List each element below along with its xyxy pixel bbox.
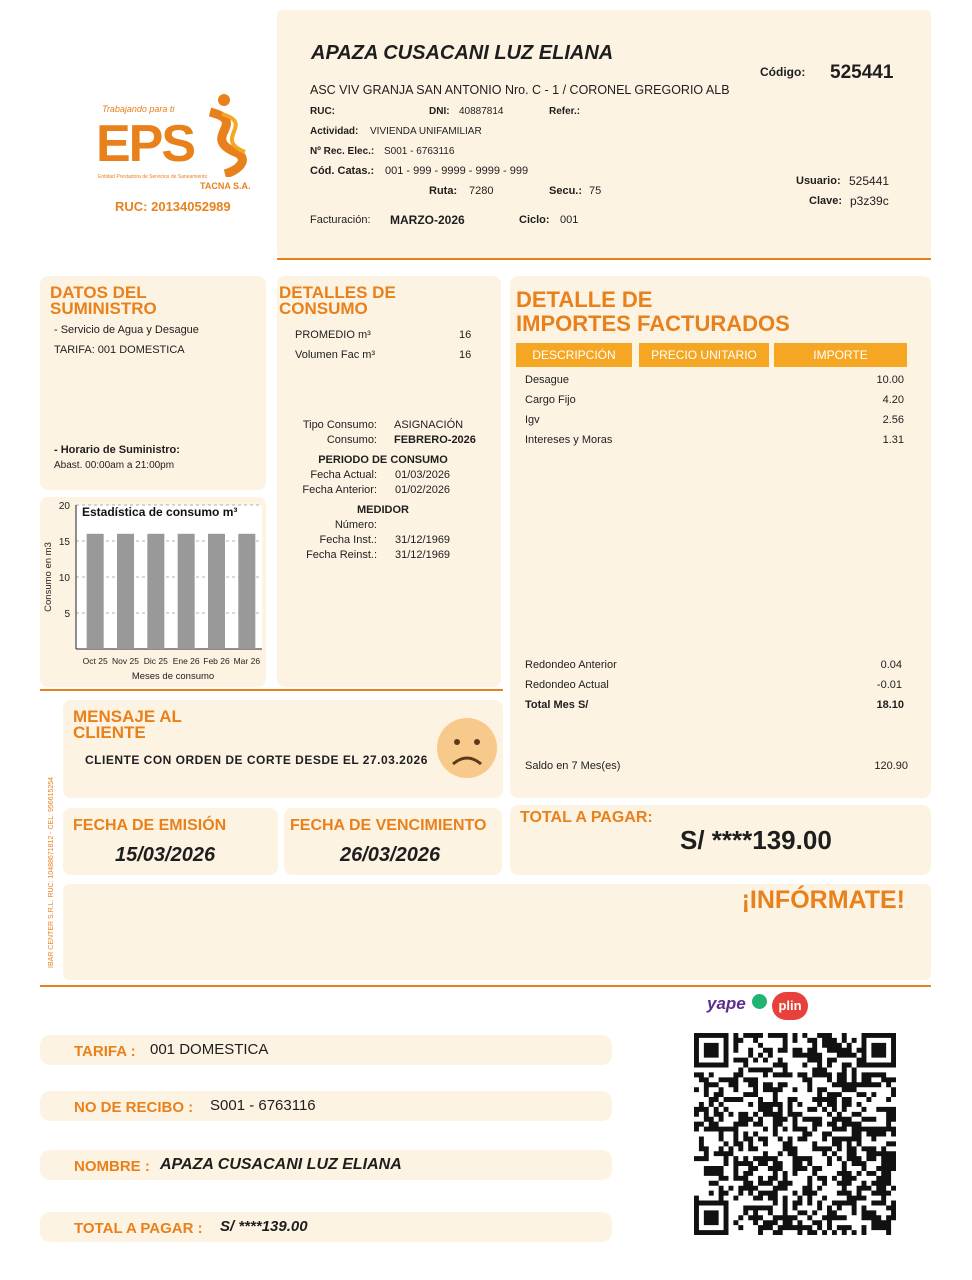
total-mes-value: 18.10 [876,699,904,711]
consumo-value: FEBRERO-2026 [394,434,476,446]
left-divider [40,689,503,691]
customer-name: APAZA CUSACANI LUZ ELIANA [311,42,614,64]
fecha-anterior-value: 01/02/2026 [395,484,451,496]
codigo-label: Código: [760,65,806,79]
chart-card [40,497,266,687]
header-divider [277,258,931,260]
footer-nombre [40,1150,612,1180]
informate-card [63,884,931,980]
chart-bar [87,534,104,649]
numero-label: Número: [334,519,377,531]
chart-x-tick-label: Feb 26 [203,656,230,666]
consumo-title-2: CONSUMO [279,299,368,318]
periodo-title: PERIODO DE CONSUMO [318,454,448,466]
emision-value: 15/03/2026 [115,844,216,866]
facturacion-value: MARZO-2026 [390,213,465,227]
total-mes-label: Total Mes S/ [525,699,589,711]
vencimiento-label: FECHA DE VENCIMIENTO [290,817,487,834]
yape-logo [707,994,767,1014]
sad-face-icon [435,716,499,780]
chart-bar [117,534,134,649]
col-header-descripcion: DESCRIPCIÓN [516,343,632,367]
col-header-importe: IMPORTE [774,343,907,367]
company-logo [90,92,270,217]
chart-y-tick-label: 20 [58,501,70,512]
saldo-label: Saldo en 7 Mes(es) [525,760,621,772]
informate-title: ¡INFÓRMATE! [741,886,905,914]
importe-desc: Desague [525,374,570,386]
chart-y-tick-label: 10 [58,573,70,584]
medidor-title: MEDIDOR [357,504,409,516]
promedio-value: 16 [459,329,472,341]
logo-city: TACNA S.A. [200,181,251,191]
refer-label: Refer.: [549,106,581,117]
ruta-value: 7280 [469,185,494,197]
importe-value: 10.00 [876,374,904,386]
footer-total [40,1212,612,1242]
dni-label: DNI: [429,106,450,117]
mensaje-text: CLIENTE CON ORDEN DE CORTE DESDE EL 27.03.2026 [85,753,428,767]
facturacion-label: Facturación: [310,214,371,226]
ruc-label: RUC: [310,106,335,117]
logo-letters: EPS [96,115,195,173]
chart-x-tick-label: Dic 25 [143,656,168,666]
fecha-inst-value: 31/12/1969 [395,534,451,546]
redondeo-actual-label: Redondeo Actual [525,679,609,691]
side-print-text: IBAR CENTER S.R.L. RUC: 10488671812 - CEL: 956615254 [48,776,55,968]
plin-logo [772,992,808,1020]
tipo-label: Tipo Consumo: [302,419,377,431]
importes-title-1: DETALLE DE [516,287,653,312]
fecha-reinst-label: Fecha Reinst.: [306,549,377,561]
tarifa-text: TARIFA: 001 DOMESTICA [54,344,185,356]
rec-label: Nº Rec. Elec.: [310,146,375,157]
footer-tarifa [40,1035,612,1065]
footer-total-label: TOTAL A PAGAR : [74,1220,203,1237]
mensaje-title-2: CLIENTE [73,723,146,742]
fecha-inst-label: Fecha Inst.: [319,534,377,546]
suministro-title-1: DATOS DEL [50,283,147,302]
chart-bar [147,534,164,649]
header-card [277,10,931,258]
logo-subtitle: Entidad Prestadora de Servicios de Saneamiento [98,174,208,180]
importe-desc: Intereses y Moras [525,434,613,446]
consumption-chart [40,497,266,687]
actividad-value: VIVIENDA UNIFAMILIAR [370,126,482,137]
servicio-text: - Servicio de Agua y Desague [54,324,199,336]
consumo-card [277,276,501,687]
chart-bar [178,534,195,649]
redondeo-actual-value: -0.01 [876,679,902,691]
footer-tarifa-label: TARIFA : [74,1043,136,1060]
horario-value: Abast. 00:00am a 21:00pm [54,460,175,471]
ruta-label: Ruta: [429,185,458,197]
footer-total-value: S/ ****139.00 [220,1218,308,1235]
importe-value: 1.31 [882,434,904,446]
col-header-precio: PRECIO UNITARIO [639,343,769,367]
footer-nombre-value: APAZA CUSACANI LUZ ELIANA [160,1156,402,1173]
fecha-reinst-value: 31/12/1969 [395,549,451,561]
chart-title: Estadística de consumo m³ [82,505,238,519]
qr-modules [694,1033,896,1235]
footer-nombre-label: NOMBRE : [74,1158,150,1175]
importe-value: 2.56 [882,414,904,426]
footer-recibo [40,1091,612,1121]
total-label: TOTAL A PAGAR: [520,809,653,826]
emision-label: FECHA DE EMISIÓN [73,817,227,834]
promedio-label: PROMEDIO m³ [295,329,371,341]
footer-recibo-label: NO DE RECIBO : [74,1099,194,1116]
chart-y-tick-label: 15 [58,537,70,548]
actividad-label: Actividad: [310,126,359,137]
consumo-title-1: DETALLES DE [279,283,396,302]
redondeo-anterior-value: 0.04 [880,659,902,671]
chart-x-tick-label: Ene 26 [172,656,200,666]
logo-ruc: RUC: 20134052989 [115,199,231,214]
logo-swoosh-icon [190,92,260,177]
volumen-label: Volumen Fac m³ [295,349,376,361]
chart-x-tick-label: Oct 25 [82,656,108,666]
secu-value: 75 [589,185,602,197]
yape-label: yape [707,994,746,1013]
saldo-value: 120.90 [874,760,908,772]
redondeo-anterior-label: Redondeo Anterior [525,659,617,671]
volumen-value: 16 [459,349,472,361]
footer-recibo-value: S001 - 6763116 [210,1097,316,1114]
vencimiento-value: 26/03/2026 [340,844,441,866]
footer-divider [40,985,931,987]
tipo-value: ASIGNACIÓN [394,419,464,431]
mensaje-title-1: MENSAJE AL [73,707,182,726]
secu-label: Secu.: [549,185,583,197]
importes-title-2: IMPORTES FACTURADOS [516,311,790,336]
chart-y-axis-label: Consumo en m3 [43,542,54,612]
mensaje-card [63,700,503,798]
ciclo-label: Ciclo: [519,214,550,226]
importe-value: 4.20 [882,394,904,406]
chart-y-tick-label: 5 [64,609,70,620]
plin-label: plin [778,998,802,1013]
yape-badge-icon [752,994,767,1009]
dni-value: 40887814 [459,106,504,117]
address: ASC VIV GRANJA SAN ANTONIO Nro. C - 1 / CORONEL GREGORIO ALB [310,83,730,97]
emision-card [63,808,278,875]
catas-label: Cód. Catas.: [310,165,375,177]
horario-label: - Horario de Suministro: [54,444,180,456]
codigo-value: 525441 [830,62,894,83]
logo-tagline: Trabajando para ti [102,104,175,114]
ciclo-value: 001 [560,214,579,226]
usuario-value: 525441 [849,174,890,188]
suministro-title-2: SUMINISTRO [50,299,157,318]
total-value: S/ ****139.00 [680,825,832,855]
fecha-actual-value: 01/03/2026 [395,469,451,481]
usuario-label: Usuario: [796,175,841,187]
consumo-label: Consumo: [326,434,377,446]
fecha-actual-label: Fecha Actual: [310,469,377,481]
chart-x-axis-label: Meses de consumo [131,671,215,682]
chart-bar [208,534,225,649]
catas-value: 001 - 999 - 9999 - 9999 - 999 [385,165,529,177]
suministro-card [40,276,266,490]
total-card [510,805,931,875]
clave-value: p3z39c [850,194,889,208]
payment-qr-code [694,1033,896,1235]
chart-bar [238,534,255,649]
chart-x-tick-label: Mar 26 [233,656,261,666]
vencimiento-card [284,808,502,875]
importe-desc: Cargo Fijo [525,394,576,406]
clave-label: Clave: [809,195,843,207]
chart-x-tick-label: Nov 25 [112,656,139,666]
footer-tarifa-value: 001 DOMESTICA [150,1041,269,1058]
importe-desc: Igv [525,414,540,426]
rec-value: S001 - 6763116 [384,146,455,157]
fecha-anterior-label: Fecha Anterior: [302,484,377,496]
